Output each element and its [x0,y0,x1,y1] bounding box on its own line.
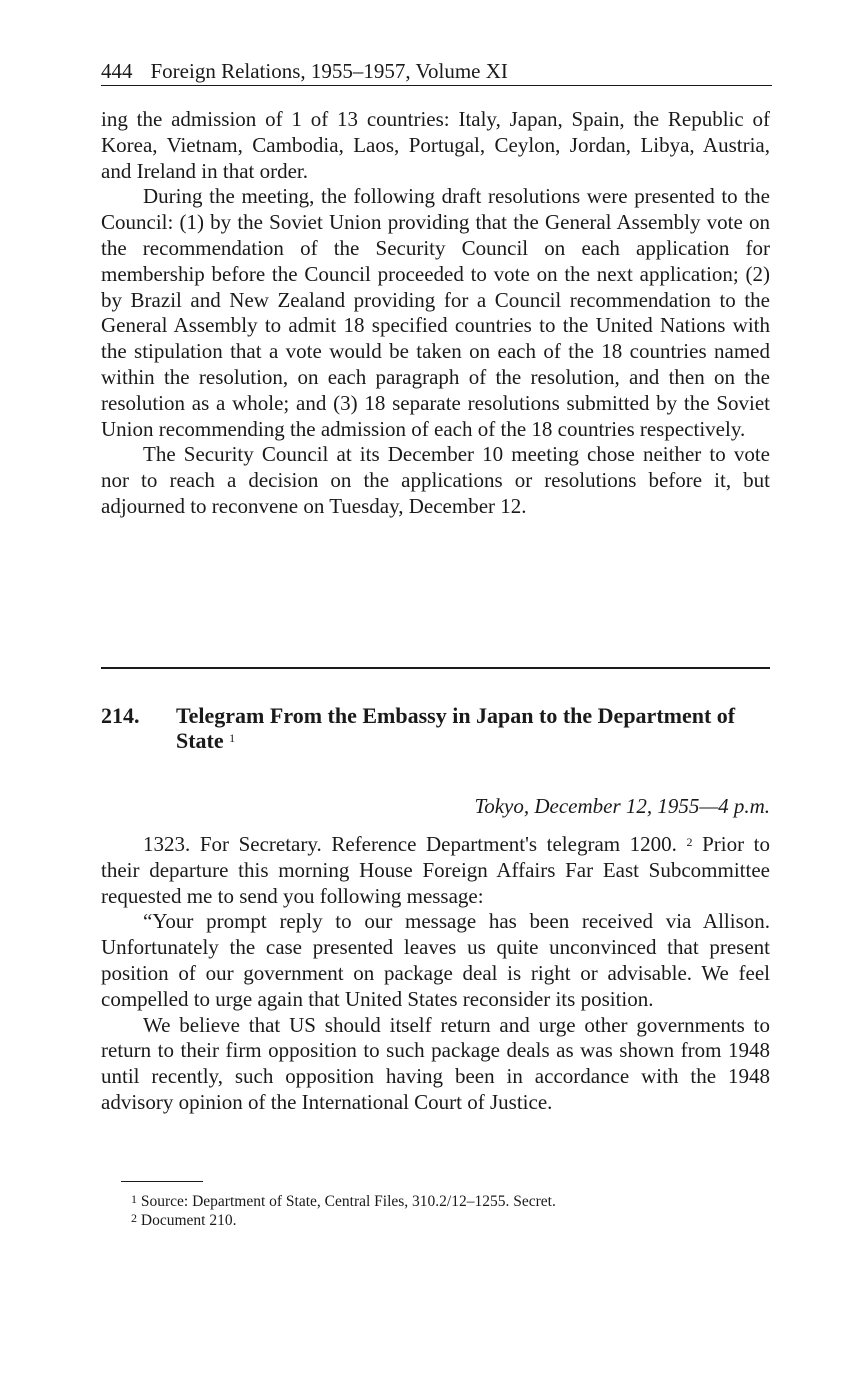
paragraph-reference [101,832,770,909]
footnote-1-mark: 1 [131,1192,137,1206]
paragraph-draft-resolutions: During the meeting, the following draft resolutions were presented to the Council: (1) by the Soviet Union providing that the General Assembly vote on the recommendation of the Security Council on each application for membership before the Council proceeded to vote on the next application; (2) by Brazil and New Zealand providing for a Council recommendation to the General Assembly to admit 18 specified countries to the United Nations with the stipulation that a vote would be taken on each of the 18 countries named within the resolution, on each paragraph of the resolution, and then on the resolution as a whole; and (3) 18 separate resolutions submitted by the Soviet Union recommending the admission of each of the 18 countries respectively. [101,184,770,441]
reference-text-continued: Prior to their departure this morning House Foreign Affairs Far East Subcommittee requested me to send you following message: [101,832,770,908]
footnote-1-text: Source: Department of State, Central Files, 310.2/12–1255. Secret. [140,1193,556,1210]
paragraph-december-10-meeting: The Security Council at its December 10 meeting chose neither to vote nor to reach a decision on the applications or resolutions before it, but adjourned to reconvene on Tuesday, December 12. [101,442,770,518]
paragraph-continued: ing the admission of 1 of 13 countries: Italy, Japan, Spain, the Republic of Korea, Vietnam, Cambodia, Laos, Portugal, Ceylon, Jordan, Libya, Austria, and Ireland in that order. [101,107,770,183]
footnotes [131,1192,771,1230]
footnote-rule [121,1181,203,1182]
footnote-mark-2: 2 [686,835,693,849]
telegram-body [101,832,770,1116]
continued-section [101,107,770,520]
footnote-2 [131,1211,771,1230]
document-title [176,703,766,753]
running-head [101,57,772,86]
footnote-1 [131,1192,771,1211]
document-number: 214. [101,703,140,728]
footnote-2-text: Document 210. [140,1212,237,1229]
paragraph-package-deals: We believe that US should itself return and urge other governments to return to their firm opposition to such package deals as was shown from 1948 until recently, such opposition having been in accordance with the 1948 advisory opinion of the International Court of Justice. [101,1012,770,1114]
document-title-text: Telegram From the Embassy in Japan to the Department of State [176,703,736,753]
section-divider [101,667,770,669]
reference-text: 1323. For Secretary. Reference Department's telegram 1200. [143,832,677,856]
page-number: 444 [101,59,133,83]
footnote-2-mark: 2 [131,1211,137,1225]
footnote-mark-1: 1 [229,731,236,745]
paragraph-message-start: “Your prompt reply to our message has been received via Allison. Unfortunately the case presented leaves us quite unconvinced that present position of our government on package deal is right or advisable. We feel compelled to urge again that United States reconsider its position. [101,909,770,1011]
dateline: Tokyo, December 12, 1955—4 p.m. [474,794,770,818]
volume-title: Foreign Relations, 1955–1957, Volume XI [150,59,508,83]
